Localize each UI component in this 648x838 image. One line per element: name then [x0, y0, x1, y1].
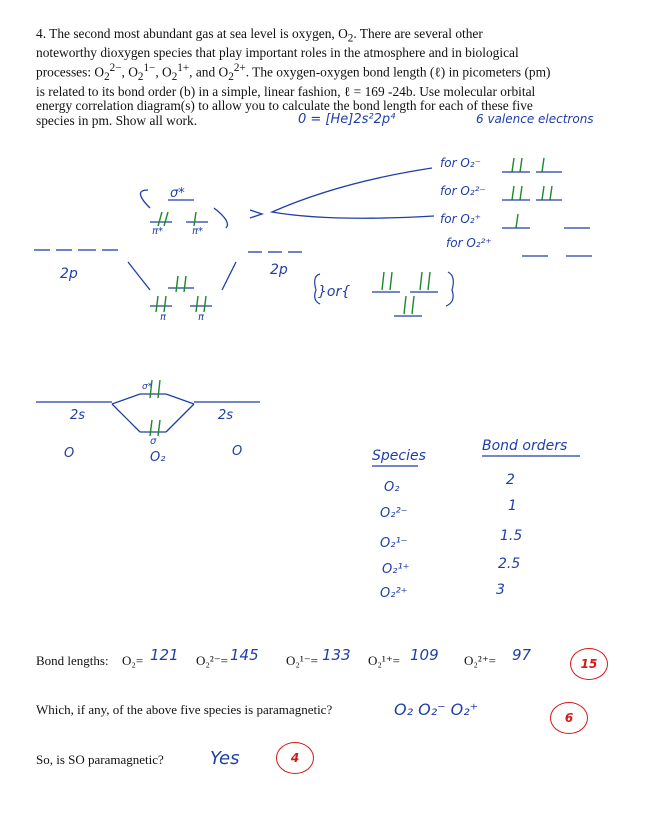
- q-line3-end: . The oxygen-oxygen bond length (ℓ) in picometers (pm): [245, 64, 551, 80]
- case-o2-plus: for O₂⁺: [440, 212, 481, 226]
- q-sup-b: 1−: [143, 61, 156, 74]
- row-order-4: 2.5: [498, 556, 521, 572]
- label-2s-right: 2s: [218, 408, 234, 423]
- paramagnetic-answer: O₂ O₂⁻ O₂⁺: [394, 700, 479, 719]
- q-sub-c: 2: [171, 71, 178, 83]
- q-sup-c: 1+: [177, 61, 190, 74]
- bond-lengths-label: Bond lengths:: [36, 653, 109, 668]
- atom-left-label: O: [64, 446, 75, 461]
- row-order-2: 1: [508, 498, 517, 514]
- q-sup-a: 2−: [109, 61, 122, 74]
- row-order-5: 3: [496, 582, 505, 598]
- row-species-5: O₂²⁺: [380, 586, 408, 601]
- paramagnetic-question: Which, if any, of the above five species is paramagnetic?: [36, 702, 333, 717]
- bond-lengths-score: 15: [570, 648, 608, 680]
- o2-2minus-length-value: 145: [230, 646, 259, 664]
- o2-2plus-length-label: O₂²⁺=: [464, 653, 497, 668]
- q-sub-b: 2: [137, 71, 144, 83]
- or-text: }or{: [318, 284, 351, 300]
- pi-right-label: π: [198, 312, 205, 323]
- sigma-label: σ: [150, 436, 157, 447]
- label-2s-left: 2s: [70, 408, 86, 423]
- o2-1plus-length-label: O₂¹⁺=: [368, 653, 401, 668]
- question-number: 4.: [36, 26, 47, 41]
- q-line1-text: The second most abundant gas at sea level is oxygen, O: [49, 26, 348, 41]
- species-header: Species: [372, 448, 426, 464]
- o2-1minus-length-label: O₂¹⁻=: [286, 653, 319, 668]
- so-score: 4: [276, 742, 314, 774]
- o2-2minus-length-label: O₂²⁻=: [196, 653, 229, 668]
- q-sub: 2: [347, 32, 354, 45]
- sigma-star-label: σ*: [170, 186, 185, 201]
- row-species-2: O₂²⁻: [380, 506, 408, 521]
- blank-area: [322, 348, 374, 400]
- row-species-3: O₂¹⁻: [380, 536, 408, 551]
- o2-1plus-length-value: 109: [410, 646, 439, 664]
- atom-right-label: O: [232, 444, 243, 459]
- question-line-4: is related to its bond order (b) in a simple, linear fashion, ℓ = 169 -24b. Use molecular orbital: [36, 83, 536, 99]
- q-line3-start: processes: O: [36, 64, 105, 80]
- o2-2plus-length-value: 97: [512, 646, 532, 664]
- case-o2-minus: for O₂⁻: [440, 156, 481, 170]
- valence-note: 6 valence electrons: [476, 112, 594, 126]
- row-order-3: 1.5: [500, 528, 523, 544]
- pi-star-right-label: π*: [192, 226, 204, 237]
- question-line-6: species in pm. Show all work.: [36, 112, 198, 128]
- label-2p-left: 2p: [60, 266, 78, 282]
- q-and: , and O: [189, 64, 229, 80]
- electron-config-note: 0 = [He]2s²2p⁴: [298, 112, 396, 127]
- question-line-3: processes: $O_2^{2-}$, $O_2^{1-}$, $O_2^{1+}$, and $O_2^{2+}$. The oxygen-oxygen bond length (ℓ) in picometers (pm): [36, 61, 551, 83]
- question-line-5: energy correlation diagram(s) to allow you to calculate the bond length for each of these five: [36, 98, 533, 114]
- so-answer: Yes: [210, 748, 240, 769]
- so-question: So, is SO paramagnetic?: [36, 752, 164, 767]
- bond-orders-header: Bond orders: [482, 438, 568, 454]
- row-species-4: O₂¹⁺: [382, 562, 410, 577]
- case-o2-2minus: for O₂²⁻: [440, 184, 486, 198]
- o2-1minus-length-value: 133: [322, 646, 351, 664]
- q-sup-d: 2+: [233, 61, 246, 74]
- paramagnetic-score: 6: [550, 702, 588, 734]
- case-o2-2plus: for O₂²⁺: [446, 236, 492, 250]
- question-line-2: noteworthy dioxygen species that play important roles in the atmosphere and in biological: [36, 45, 519, 61]
- q-sub-d: 2: [228, 71, 234, 83]
- row-order-1: 2: [506, 472, 515, 488]
- molecule-label: O₂: [150, 450, 166, 465]
- o2-length-value: 121: [150, 646, 179, 664]
- pi-left-label: π: [160, 312, 167, 323]
- label-2p-right: 2p: [270, 262, 288, 278]
- sigma-s-star-label: σ*: [142, 382, 153, 392]
- q-sub-a: 2: [104, 71, 110, 83]
- o2-length-label: O₂=: [122, 653, 144, 668]
- pi-star-left-label: π*: [152, 226, 164, 237]
- q-line1-end: . There are several other: [353, 26, 483, 41]
- row-species-1: O₂: [384, 480, 400, 495]
